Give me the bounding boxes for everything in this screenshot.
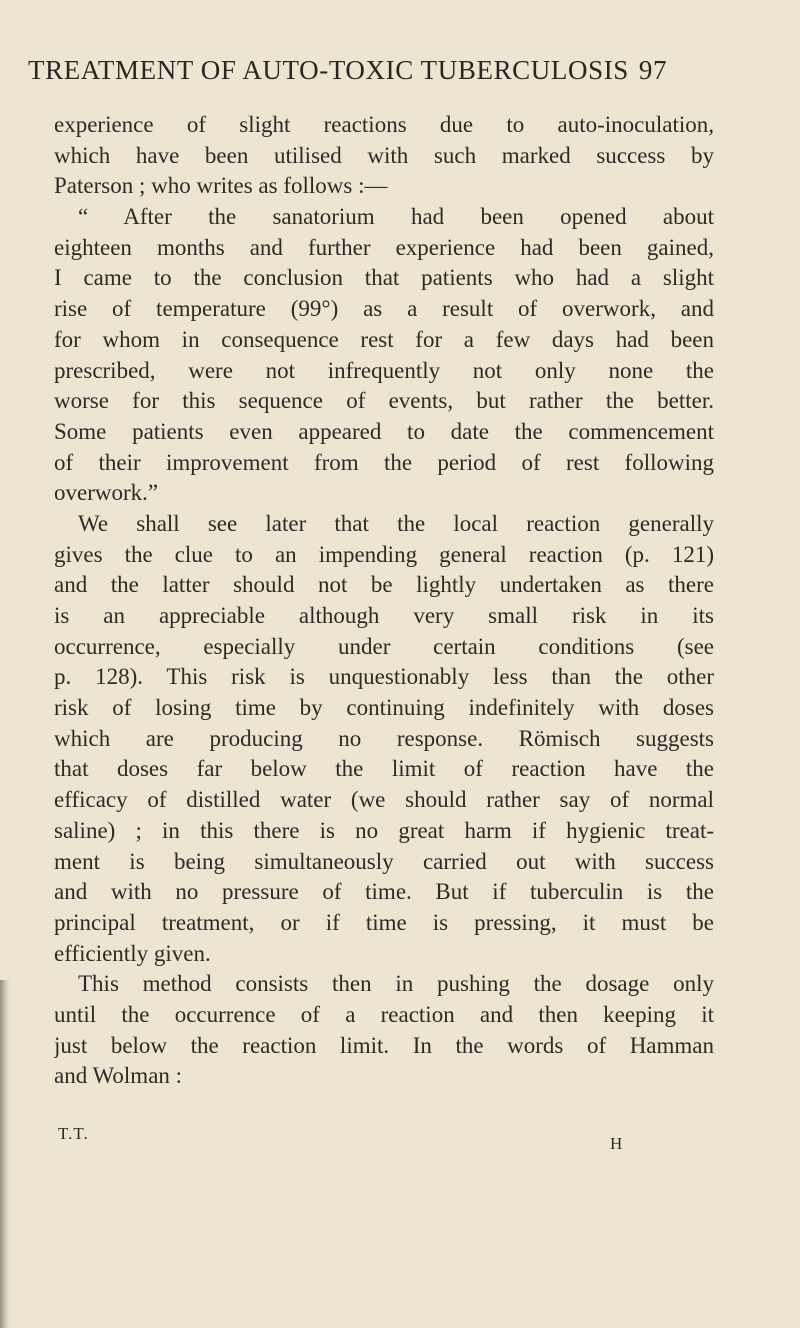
text-line: until the occurrence of a reaction and then keeping it bbox=[54, 1001, 714, 1027]
text-line: and with no pressure of time. But if tuberculin is the bbox=[54, 879, 714, 905]
text-line: We shall see later that the local reaction generally bbox=[78, 510, 714, 536]
text-line: saline) ; in this there is no great harm if hygienic treat- bbox=[54, 817, 714, 843]
text-line: experience of slight reactions due to auto-inoculation, bbox=[54, 112, 714, 137]
text-line: just below the reaction limit. In the words of Hamman bbox=[54, 1032, 714, 1058]
text-line: that doses far below the limit of reaction have the bbox=[54, 756, 714, 782]
text-line: eighteen months and further experience had been gained, bbox=[54, 234, 714, 260]
signature-mark-left: T.T. bbox=[58, 1124, 89, 1143]
text-line: principal treatment, or if time is pressing, it must be bbox=[54, 909, 714, 935]
text-line: overwork.” bbox=[54, 480, 159, 506]
text-line: I came to the conclusion that patients who had a slight bbox=[54, 265, 714, 291]
text-line: and Wolman : bbox=[54, 1063, 183, 1089]
text-line: which have been utilised with such marked success by bbox=[54, 142, 714, 168]
text-line: which are producing no response. Römisch suggests bbox=[54, 725, 714, 751]
running-head-title: TREATMENT OF AUTO-TOXIC TUBERCULOSIS bbox=[28, 55, 629, 85]
text-line: This method consists then in pushing the dosage only bbox=[78, 971, 714, 997]
text-line: efficiently given. bbox=[54, 940, 211, 966]
text-line: risk of losing time by continuing indefinitely with doses bbox=[54, 695, 714, 721]
text-line: rise of temperature (99°) as a result of overwork, and bbox=[54, 296, 714, 322]
running-head bbox=[28, 55, 718, 86]
text-line: ment is being simultaneously carried out with success bbox=[54, 848, 714, 874]
body-text bbox=[54, 110, 714, 1092]
text-line: and the latter should not be lightly undertaken as there bbox=[54, 572, 714, 598]
signature-mark-right: H bbox=[610, 1134, 624, 1153]
text-line: “ After the sanatorium had been opened about bbox=[78, 204, 714, 230]
text-line: Some patients even appeared to date the commencement bbox=[54, 418, 714, 444]
text-line: for whom in consequence rest for a few days had been bbox=[54, 326, 714, 352]
page-number: 97 bbox=[638, 55, 668, 85]
text-line: worse for this sequence of events, but rather the better. bbox=[54, 388, 714, 414]
text-line: prescribed, were not infrequently not only none the bbox=[54, 357, 714, 383]
text-line: gives the clue to an impending general reaction (p. 121) bbox=[54, 541, 714, 567]
binding-edge-shadow bbox=[0, 980, 10, 1328]
text-line: p. 128). This risk is unquestionably less than the other bbox=[54, 664, 714, 690]
text-line: Paterson ; who writes as follows :— bbox=[54, 173, 388, 199]
text-line: efficacy of distilled water (we should rather say of normal bbox=[54, 787, 714, 813]
text-line: occurrence, especially under certain conditions (see bbox=[54, 633, 714, 659]
text-line: of their improvement from the period of rest following bbox=[54, 449, 714, 475]
text-line: is an appreciable although very small risk in its bbox=[54, 603, 714, 628]
